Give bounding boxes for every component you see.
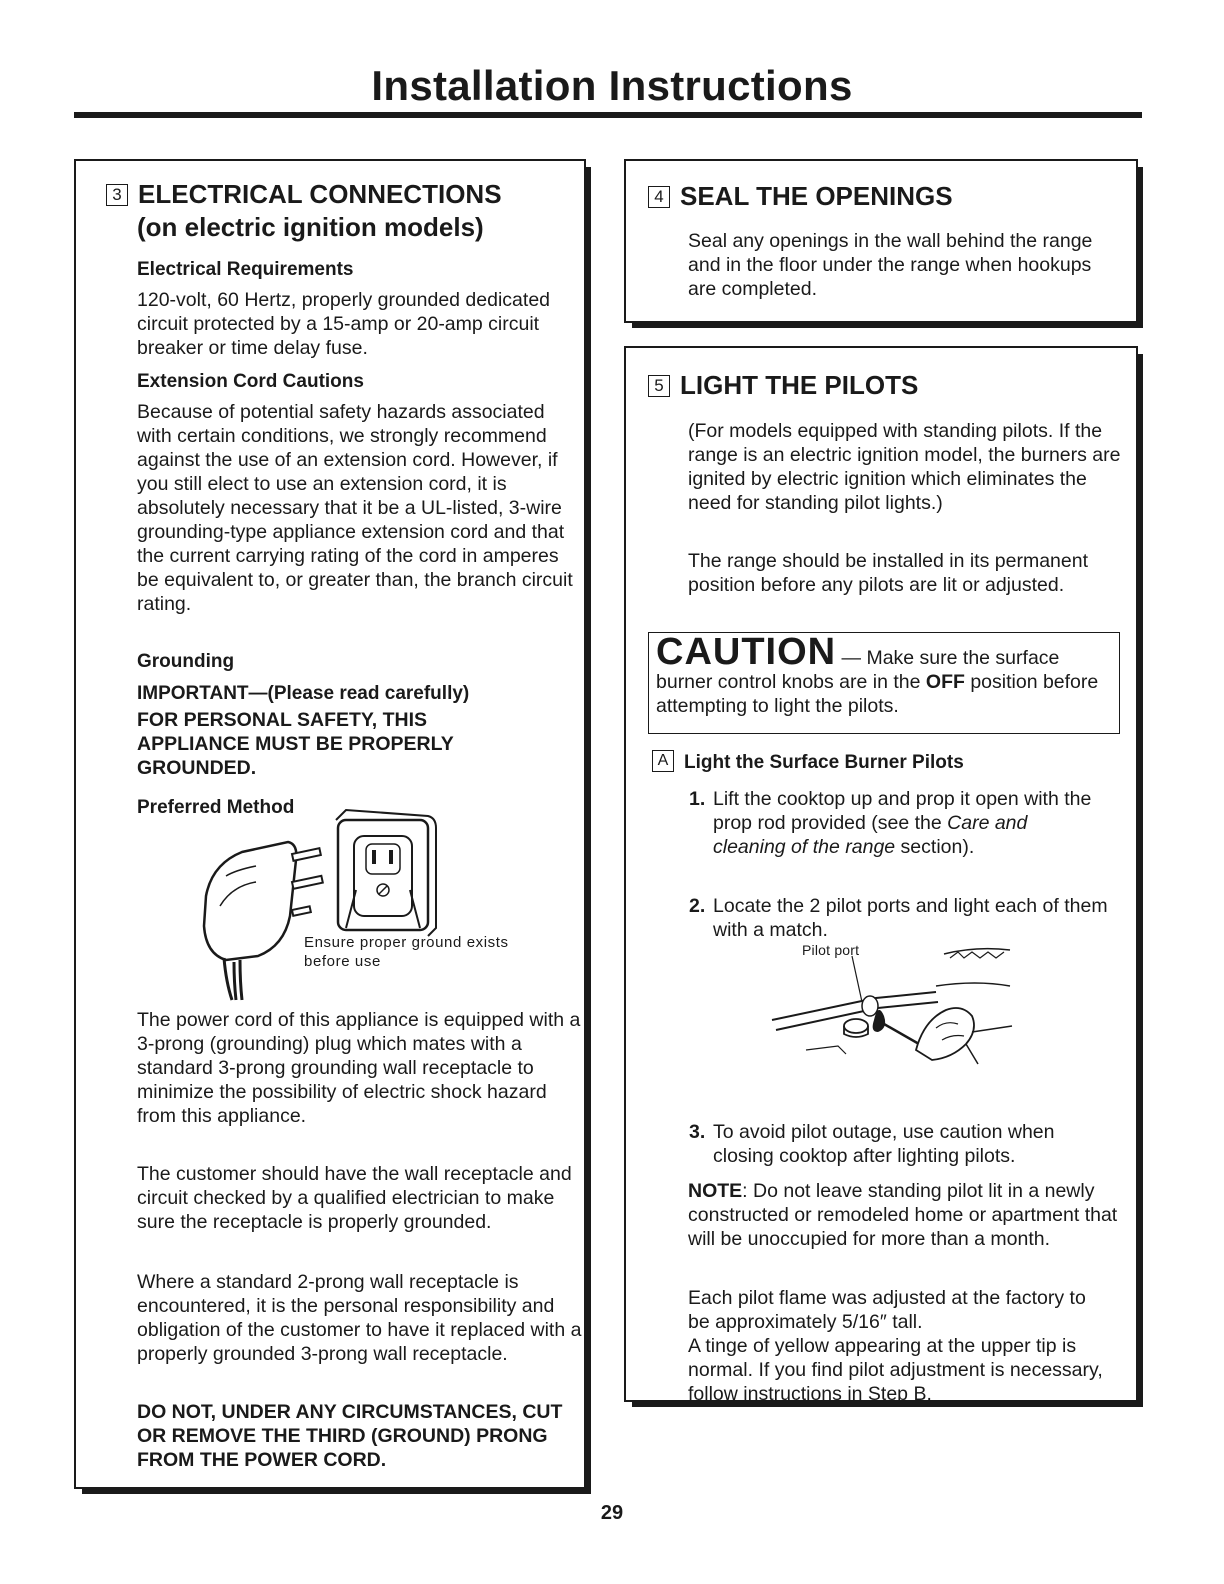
safety-warning: FOR PERSONAL SAFETY, THIS APPLIANCE MUST BE PROPERLY GROUNDED.	[137, 709, 454, 779]
two-prong-text: Where a standard 2-prong wall receptacle is encountered, it is the personal responsibility and obligation of the customer to have it replaced with a properly grounded 3-prong wall receptacle.	[137, 1271, 582, 1365]
step4-title: 4 SEAL THE OPENINGS	[648, 180, 953, 212]
caution-word: CAUTION	[656, 631, 837, 673]
page-number: 29	[600, 1502, 624, 1524]
electrical-requirements-text: 120-volt, 60 Hertz, properly grounded dedicated circuit protected by a 15-amp or 20-amp circuit breaker or time delay fuse.	[137, 289, 551, 359]
customer-text: The customer should have the wall receptacle and circuit checked by a qualified electrician to make sure the receptacle is properly grounded.	[137, 1163, 572, 1233]
do-not-remove-warning: DO NOT, UNDER ANY CIRCUMSTANCES, CUT OR REMOVE THE THIRD (GROUND) PRONG FROM THE POWER CORD.	[137, 1401, 563, 1471]
step5-position-text: The range should be installed in its permanent position before any pilots are lit or adjusted.	[688, 550, 1088, 596]
pilot-port-illustration	[766, 940, 1022, 1068]
step3-number: 3	[106, 184, 128, 206]
step5-intro: (For models equipped with standing pilots. If the range is an electric ignition model, the burners are ignited by electric ignition which eliminates the need for standing pilot lights.)	[688, 420, 1121, 514]
step5-number: 5	[648, 375, 670, 397]
important-notice: IMPORTANT—(Please read carefully)	[137, 683, 470, 704]
step5-title: 5 LIGHT THE PILOTS	[648, 369, 918, 401]
step3-title: 3 ELECTRICAL CONNECTIONS	[106, 178, 502, 210]
pilot-port-caption: Pilot port	[802, 942, 860, 958]
electrical-requirements-heading: Electrical Requirements	[137, 259, 354, 280]
step4-number: 4	[648, 186, 670, 208]
sub-a-heading: A Light the Surface Burner Pilots	[652, 750, 964, 775]
list-item-1: 1. Lift the cooktop up and prop it open with the prop rod provided (see the Care and cleaning of the range section).	[689, 788, 1092, 858]
note-label: NOTE	[688, 1180, 743, 1202]
grounding-heading: Grounding	[137, 651, 235, 672]
caution-message: CAUTION — Make sure the surface burner control knobs are in the OFF position before attempting to light the pilots.	[656, 631, 1099, 717]
power-cord-text: The power cord of this appliance is equipped with a 3-prong (grounding) plug which mates with a standard 3-prong grounding wall receptacle to minimize the possibility of electric shock hazard from this appliance.	[137, 1009, 581, 1127]
plug-caption: Ensure proper ground exists before use	[304, 934, 509, 970]
note-text: NOTE: Do not leave standing pilot lit in a newly constructed or remodeled home or apartment that will be unoccupied for more than a month.	[688, 1180, 1118, 1250]
list-item-3: 3. To avoid pilot outage, use caution when closing cooktop after lighting pilots.	[689, 1121, 1055, 1167]
sub-a-letter: A	[652, 750, 674, 772]
preferred-method-label: Preferred Method	[137, 797, 295, 818]
title-rule	[74, 112, 1142, 118]
tinge-text: A tinge of yellow appearing at the upper tip is normal. If you find pilot adjustment is necessary, follow instructions in Step B.	[688, 1335, 1103, 1405]
flame-text: Each pilot flame was adjusted at the factory to be approximately 5/16″ tall.	[688, 1287, 1086, 1333]
extension-cord-text: Because of potential safety hazards associated with certain conditions, we strongly recommend against the use of an extension cord. However, if you still elect to use an extension cord, it is absolutely necessary that it be a UL-listed, 3-wire grounding-type appliance extension cord and that the current carrying rating of the cord in amperes be equivalent to, or greater than, the branch circuit rating.	[137, 401, 573, 615]
step4-text: Seal any openings in the wall behind the range and in the floor under the range when hookups are completed.	[688, 230, 1093, 300]
page-title: Installation Instructions	[371, 62, 853, 109]
extension-cord-heading: Extension Cord Cautions	[137, 371, 364, 392]
step3-subtitle: (on electric ignition models)	[137, 212, 484, 242]
list-item-2: 2. Locate the 2 pilot ports and light each of them with a match.	[689, 895, 1108, 941]
